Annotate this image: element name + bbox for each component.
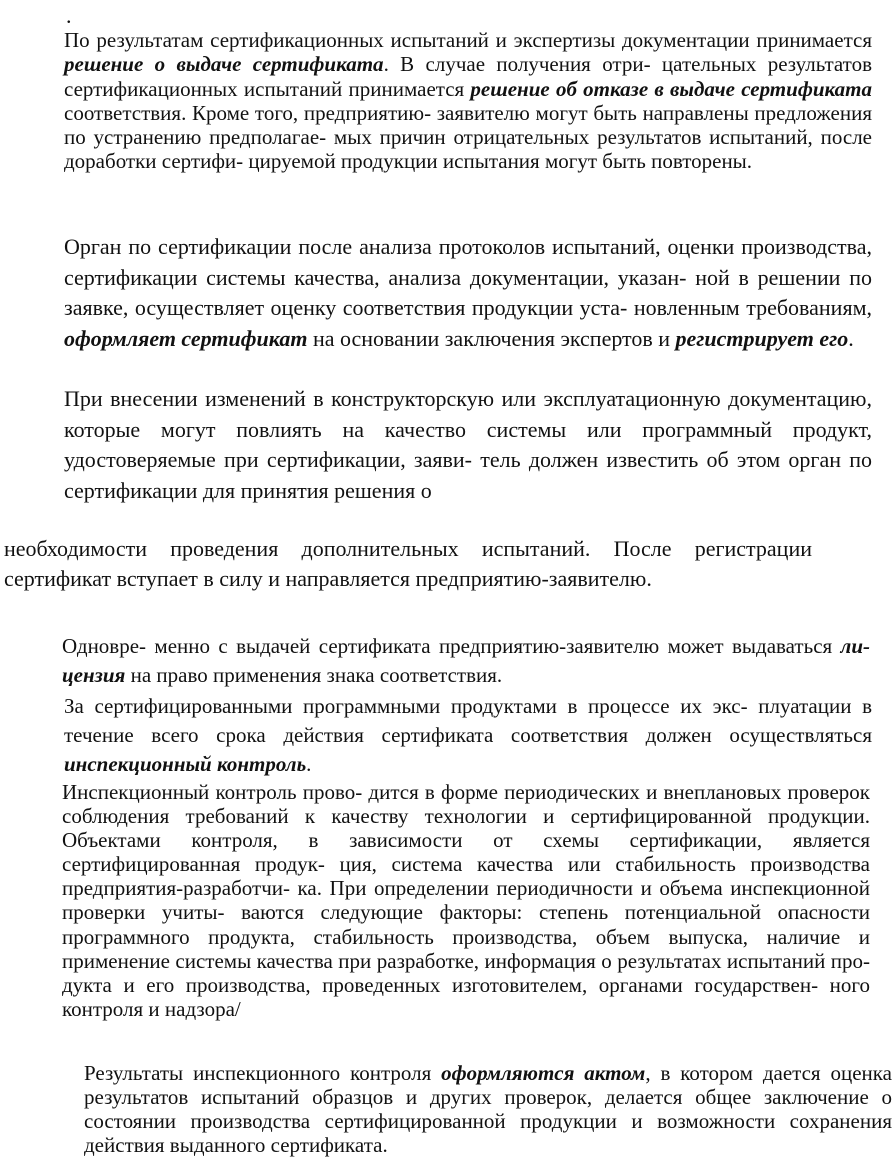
text-run: По результатам сертификационных испытаний и экспертизы документации принимается <box>64 28 872 52</box>
text-run: на право применения знака соответствия. <box>125 663 503 687</box>
text-run: За сертифицированными программными продуктами в процессе их экс- плуатации в течение всего срока действия сертификата соответствия должен осуществляться <box>64 694 872 747</box>
emphasis-issue-decision: решение о выдаче сертификата <box>64 52 384 77</box>
text-run: Результаты инспекционного контроля <box>84 1061 442 1085</box>
paragraph-inspection-details <box>4 780 870 1021</box>
paragraph-inspection-requirement <box>4 692 872 779</box>
emphasis-license: ли- цензия <box>62 634 870 687</box>
text-run: Инспекционный контроль прово- дится в форме периодических и внеплановых проверок соблюдения требований к качеству технологии и сертифицированной продукции. Объектами контроля, в зависимости от схемы сертификации, является сертифицированная продук- ция, система качества или стабильность производства предприятия-разработчи- ка. При определении периодичности и объема инспекционной проверки учиты- ваются следующие факторы: степень потенциальной опасности программного продукта, стабильность производства, объем выпуска, наличие и применение системы качества при разработке, информация о результатах испытаний про- дукта и его производства, проведенных изготовителем, органами государствен- ного контроля и надзора/ <box>62 780 870 1021</box>
text-run: . <box>306 752 312 776</box>
emphasis-documented-by-act: оформляются актом <box>441 1061 646 1085</box>
emphasis-registers: регистрирует его <box>675 325 849 351</box>
paragraph-license <box>4 632 870 690</box>
emphasis-issues-certificate: оформляет сертификат <box>64 325 308 351</box>
emphasis-refusal-decision: решение об отказе в выдаче сертификата <box>470 76 872 101</box>
text-run: соответствия. Кроме того, предприятию- заявителю могут быть направлены предложения по устранению предполагае- мых причин отрицательных результатов испытаний, после доработки сертифи- цируемой продукции испытания могут быть повторены. <box>64 100 872 174</box>
paragraph-additional-tests <box>4 534 812 593</box>
text-run: на основании заключения экспертов и <box>307 325 676 351</box>
text-run: , в котором дается оценка результатов испытаний образцов и других проверок, делается общее заключение о состоянии производства сертифицированной продукции и возможности сохранения действия выданного сертификата. <box>84 1061 892 1157</box>
emphasis-inspection-control: инспекционный контроль <box>64 752 307 776</box>
text-run: . В случае получения отри- цательных результатов сертификационных испытаний принимается <box>64 52 872 101</box>
text-run: необходимости проведения дополнительных испытаний. После регистрации сертификат вступает в силу и направляется предприятию-заявителю. <box>4 536 812 591</box>
paragraph-inspection-results <box>4 1061 892 1157</box>
text-run: Орган по сертификации после анализа протоколов испытаний, оценки производства, сертификации системы качества, анализа документации, указан- ной в решении по заявке, осуществляет оценку соответствия продукции уста- новленным требованиям, <box>64 234 872 320</box>
paragraph-certification-decision <box>4 28 872 174</box>
paragraph-marker: . <box>66 3 72 28</box>
text-run: При внесении изменений в конструкторскую или эксплуатационную документацию, которые могут повлиять на качество системы или программный продукт, удостоверяемые при сертификации, заяви- тель должен известить об этом орган по сертификации для принятия решения о <box>64 386 872 503</box>
text-run: . <box>848 325 854 351</box>
paragraph-certification-body <box>4 232 872 354</box>
text-run: Одновре- менно с выдачей сертификата предприятию-заявителю может выдаваться <box>62 634 841 658</box>
paragraph-documentation-changes <box>4 384 872 506</box>
